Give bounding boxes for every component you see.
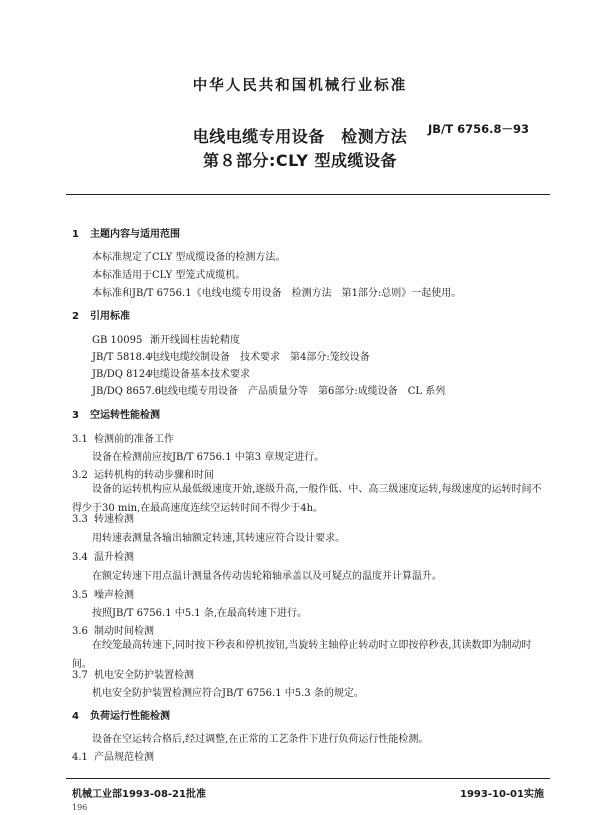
section-2-heading <box>72 307 130 322</box>
section-title: 空运转性能检测 <box>90 410 160 421</box>
subsection-3-1-heading: 3.1 检测前的准备工作 <box>72 434 174 445</box>
subsection-3-6-heading: 3.6 制动时间检测 <box>72 626 154 637</box>
section-1-para-2: 本标准适用于CLY 型笼式成缆机。 <box>92 270 246 281</box>
subsection-3-2-text: 设备的运转机构应从最低级速度开始,逐级升高,一般作低、中、高三级速度运转,每级速度的运转时间不得少于30 min,在最高速度连续空运转时间不得少于4h。 <box>72 484 542 514</box>
reference-code: GB 10095 <box>92 335 143 346</box>
section-title: 负荷运行性能检测 <box>90 711 170 722</box>
section-number: 4 <box>72 711 79 722</box>
section-4-heading <box>72 707 170 722</box>
standard-title-line1: 电线电缆专用设备 检测方法 <box>192 127 408 146</box>
reference-item <box>92 382 445 397</box>
subsection-3-1-text: 设备在检测前应按JB/T 6756.1 中第3 章规定进行。 <box>92 452 325 463</box>
section-1-para-3: 本标准和JB/T 6756.1《电线电缆专用设备 检测方法 第1部分:总则》一起使用。 <box>92 288 462 299</box>
section-title: 引用标准 <box>90 311 130 322</box>
subsection-3-2-heading: 3.2 运转机构的转动步骤和时间 <box>72 470 214 481</box>
issuing-organization: 中华人民共和国机械行业标准 <box>192 78 408 94</box>
subsection-4-1-heading: 4.1 产品规范检测 <box>72 752 154 763</box>
reference-name: 电缆设备基本技术要求 <box>150 369 250 380</box>
reference-item <box>92 348 370 363</box>
subsection-3-4-text: 在额定转速下用点温计测量各传动齿轮箱轴承盖以及可疑点的温度并计算温升。 <box>92 571 442 582</box>
reference-name: 电线电缆绞制设备 技术要求 第4部分:笼绞设备 <box>150 352 370 363</box>
reference-name: 渐开线圆柱齿轮精度 <box>150 335 240 346</box>
subsection-3-7-text: 机电安全防护装置检测应符合JB/T 6756.1 中5.3 条的规定。 <box>92 688 364 699</box>
section-title: 主题内容与适用范围 <box>90 229 180 240</box>
section-1-para-1: 本标准规定了CLY 型成缆设备的检测方法。 <box>92 252 286 263</box>
subsection-3-6-text: 在绞笼最高转速下,同时按下秒表和停机按钮,当旋转主轴停止转动时立即按停秒表,其读数即为制动时间。 <box>72 640 532 670</box>
reference-item <box>92 365 250 380</box>
reference-code: JB/DQ 8657.6 <box>92 386 162 397</box>
subsection-3-5-heading: 3.5 噪声检测 <box>72 590 134 601</box>
section-number: 2 <box>72 311 79 322</box>
subsection-3-7-heading: 3.7 机电安全防护装置检测 <box>72 670 194 681</box>
reference-item <box>92 331 240 346</box>
standard-code: JB/T 6756.8－93 <box>428 122 529 136</box>
effective-date: 1993-10-01实施 <box>460 789 544 800</box>
reference-name: 电线电缆专用设备 产品质量分等 第6部分:成缆设备 CL 系列 <box>158 386 446 397</box>
section-3-heading <box>72 406 160 421</box>
section-1-heading <box>72 225 180 240</box>
header-divider <box>66 194 550 195</box>
subsection-3-5-text: 按照JB/T 6756.1 中5.1 条,在最高转速下进行。 <box>92 608 308 619</box>
section-4-para-1: 设备在空运转合格后,经过调整,在正常的工艺条件下进行负荷运行性能检测。 <box>92 734 429 745</box>
page-number: 196 <box>72 803 88 812</box>
footer-divider <box>66 778 550 779</box>
standard-title-line2: 第８部分:CLY 型成缆设备 <box>202 151 397 170</box>
section-number: 3 <box>72 410 79 421</box>
reference-code: JB/T 5818.4 <box>92 352 152 363</box>
reference-code: JB/DQ 8124 <box>92 369 152 380</box>
approval-date: 机械工业部1993-08-21批准 <box>72 789 206 800</box>
section-number: 1 <box>72 229 79 240</box>
subsection-3-4-heading: 3.4 温升检测 <box>72 552 134 563</box>
subsection-3-3-text: 用转速表测量各输出轴额定转速,其转速应符合设计要求。 <box>92 533 346 544</box>
subsection-3-3-heading: 3.3 转速检测 <box>72 514 134 525</box>
